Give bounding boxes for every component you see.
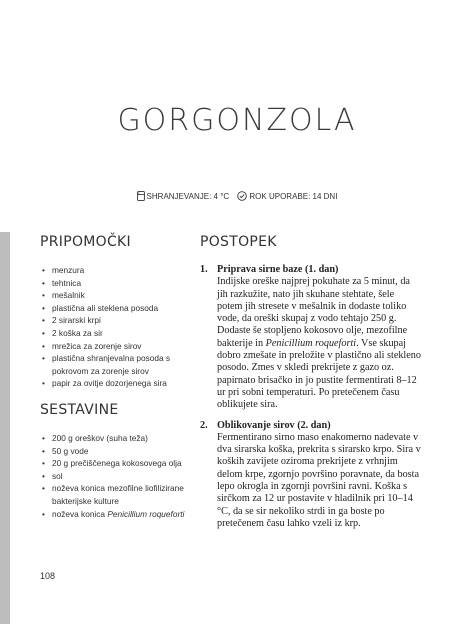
procedure-heading: POSTOPEK (200, 234, 277, 250)
left-column (40, 234, 190, 520)
step-number: 2. (200, 419, 208, 431)
list-item: • tehtnica (40, 277, 190, 290)
step-title: Priprava sirne baze (1. dan) (217, 264, 339, 275)
step-text-italic: Penicillium roqueforti (265, 337, 357, 349)
procedure-step (200, 420, 422, 531)
ingredients-heading: SESTAVINE (40, 401, 119, 418)
storage-info (0, 191, 474, 201)
list-item: • noževa konica mezofilne liofilizirane bakterijske kulture (40, 482, 190, 507)
check-circle-icon (237, 191, 247, 201)
shelf-life-item (237, 191, 337, 201)
step-text: Fermentirano sirno maso enakomerno nadevate v dva sirarska koška, prekrita s sirarsko krpo. Sira v koških zavijete oziroma prekrijete z vrhnjim delom krpe, zgornjo površino poravnate, da bosta lepo okrogla in zgornji površini ravni. Koška s sirčkom za 12 ur postavite v hladilnik pri 10–14 °C, da se sir nekoliko strdi in ga boste po pretečenem času lahko vzeli iz krp. (217, 431, 421, 529)
list-item: • 200 g oreškov (suha teža) (40, 432, 190, 445)
ingredients-list (40, 432, 190, 520)
list-item: • menzura (40, 264, 190, 277)
left-margin-bar (0, 232, 10, 624)
list-item: • plastična ali steklena posoda (40, 302, 190, 315)
storage-label: SHRANJEVANJE: 4 °C (146, 191, 230, 201)
page-title: GORGONZOLA (117, 103, 357, 138)
list-item: • sol (40, 470, 190, 483)
list-item-text: noževa konica (52, 508, 108, 519)
list-item-italic: Penicillium roqueforti (107, 508, 185, 519)
fridge-icon (137, 191, 145, 201)
procedure-steps (200, 264, 422, 530)
tools-list (40, 264, 190, 390)
step-text-part: . Vse skupaj dobro zmešate in preložite v plastično ali stekleno posodo. Zmes v skledi prekrijete z gazo oz. papirnato brisačko in jo pustite fermentirati 8–12 ur pri sobni temperaturi. Po pretečenem času oblikujete sira. (217, 337, 421, 411)
list-item: • 50 g vode (40, 445, 190, 458)
step-text-part: Indijske oreške najprej pokuhate za 5 minut, da jih razkužite, nato jih skuhane stehtate, šele potem jih stresete v mešalnik in dodaste toliko vode, da oreški skupaj z vodo tehtajo 250 g. Dodaste še stopljeno kokosovo olje, mezofilne bakterije in (217, 276, 410, 349)
procedure-step (200, 264, 422, 412)
shelf-life-label: ROK UPORABE: 14 DNI (249, 191, 338, 201)
storage-info-item (137, 191, 230, 201)
list-item: • mešalnik (40, 289, 190, 302)
page-number: 108 (40, 571, 56, 581)
step-number: 1. (200, 264, 208, 275)
step-title: Oblikovanje sirov (2. dan) (217, 419, 331, 431)
list-item: • plastična shranjevalna posoda s pokrovom za zorenje sirov (40, 352, 190, 377)
list-item: • mrežica za zorenje sirov (40, 340, 190, 353)
list-item: • 2 koška za sir (40, 327, 190, 340)
tools-heading: PRIPOMOČKI (40, 234, 131, 250)
list-item: • 20 g prečiščenega kokosovega olja (40, 457, 190, 470)
right-column (200, 234, 422, 538)
list-item (40, 508, 190, 521)
list-item: • 2 sirarski krpi (40, 314, 190, 327)
list-item: • papir za ovitje dozorjenega sira (40, 377, 190, 390)
step-text (217, 276, 422, 411)
